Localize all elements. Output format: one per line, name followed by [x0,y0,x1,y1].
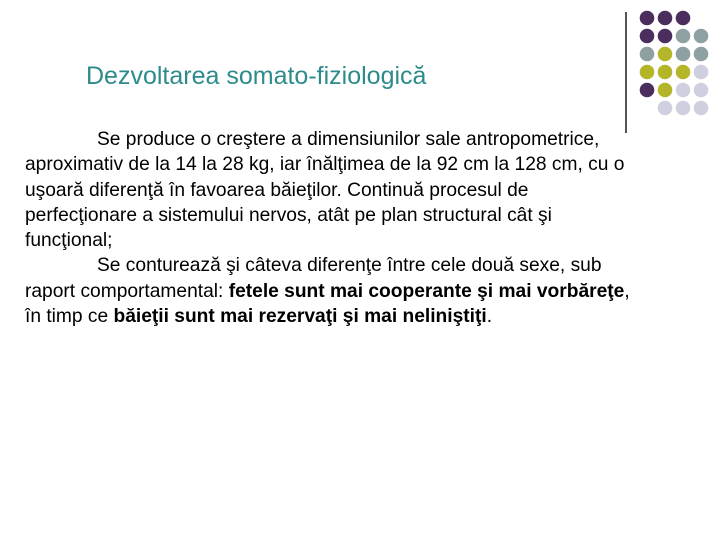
decorative-dot-purple [640,29,655,44]
slide-title: Dezvoltarea somato-fiziologică [86,62,427,90]
paragraph-1-text: Se produce o creştere a dimensiunilor sale antropometrice, aproximativ de la 14 la 28 kg, iar înălţimea de la 92 cm la 128 cm, cu o uşoară diferenţă în favoarea băieţilor. Continuă procesul de perfecţionare a sistemului nervos, atât pe plan structural cât şi funcţional; [25,129,625,252]
slide-body [25,127,630,329]
decorative-dot-lavender [694,83,709,98]
decorative-dot-gray [640,47,655,62]
decorative-dot-purple [658,11,673,26]
decorative-dot-gray [676,47,691,62]
paragraph-2-mid: , în timp ce [25,280,630,328]
decorative-dot-lavender [694,65,709,80]
paragraph-2-end: . [486,306,493,328]
decorative-dot-olive [658,83,673,98]
decorative-dot-lavender [676,83,691,98]
decorative-vertical-line [625,12,627,133]
decorative-dot-olive [658,65,673,80]
decorative-dot-purple [640,11,655,26]
decorative-dot-gray [694,47,709,62]
decorative-dot-olive [676,65,691,80]
decorative-dot-gray [676,29,691,44]
paragraph-2-bold-girls: fetele sunt mai cooperante şi mai vorbăreţe [228,280,625,302]
decorative-dot-purple [658,29,673,44]
decorative-dot-lavender [694,101,709,116]
decorative-dot-lavender [676,101,691,116]
paragraph-2 [25,253,630,329]
decorative-dot-purple [676,11,691,26]
paragraph-1 [25,127,630,253]
decorative-dot-gray [694,29,709,44]
paragraph-2-start: Se conturează şi câteva diferenţe între cele două sexe, sub raport comportamental: [25,255,602,302]
decorative-dot-olive [658,47,673,62]
decorative-dot-purple [640,83,655,98]
decorative-dot-lavender [658,101,673,116]
paragraph-2-bold-boys: băieţii sunt mai rezervaţi şi mai neliniştiţi [113,306,487,328]
decorative-dot-olive [640,65,655,80]
